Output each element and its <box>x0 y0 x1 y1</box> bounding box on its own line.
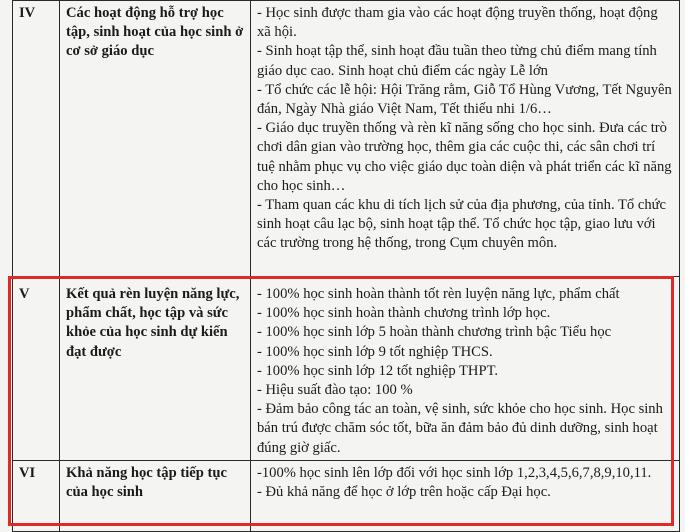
row-number: IV <box>13 1 60 277</box>
content-line: - Đảm bảo công tác an toàn, vệ sinh, sức khỏe cho học sinh. Học sinh bán trú được chăm sóc tốt, bữa ăn đảm bảo đủ dinh dưỡng, sinh hoạt đúng giờ giấc. <box>257 401 663 456</box>
row-content <box>251 277 680 461</box>
row-content <box>251 460 680 531</box>
content-line: - Tổ chức các lễ hội: Hội Trăng rằm, Giỗ Tổ Hùng Vương, Tết Nguyên đán, Ngày Nhà giáo Việt Nam, Tết thiếu nhi 1/6… <box>257 81 672 118</box>
content-line: - 100% học sinh hoàn thành tốt rèn luyện năng lực, phẩm chất <box>257 286 620 302</box>
table-row-v <box>13 277 680 461</box>
content-line: - Tham quan các khu di tích lịch sử của địa phương, của tỉnh. Tổ chức sinh hoạt câu lạc bộ, sinh hoạt tập thể. Tổ chức học tập, giao lưu với các trường trong hệ thống, trong Cụm chuyên môn. <box>257 197 667 252</box>
content-line: - 100% học sinh hoàn thành chương trình lớp học. <box>257 305 551 322</box>
table-row-vi <box>13 460 680 531</box>
table-row-iv <box>13 1 680 277</box>
content-line: - Học sinh được tham gia vào các hoạt động truyền thống, hoạt động xã hội. <box>257 5 658 41</box>
row-number: V <box>13 277 60 461</box>
content-line: -100% học sinh lên lớp đối với học sinh lớp 1,2,3,4,5,6,7,8,9,10,11. <box>257 464 652 481</box>
content-line: - 100% học sinh lớp 9 tốt nghiệp THCS. <box>257 343 493 360</box>
row-number: VI <box>13 460 60 531</box>
row-title: Khả năng học tập tiếp tục của học sinh <box>60 460 251 531</box>
row-content <box>251 1 680 277</box>
row-title: Kết quả rèn luyện năng lực, phẩm chất, học tập và sức khỏe của học sinh dự kiến đạt được <box>60 277 251 461</box>
content-line: - Giáo dục truyền thống và rèn kĩ năng sống cho học sinh. Đưa các trò chơi dân gian vào trường học, thêm gia các cuộc thi, các sân chơi trí tuệ nhằm phục vụ cho việc giáo dục toàn diện và phát triển các kĩ năng cho học sinh… <box>257 120 672 194</box>
content-line: - 100% học sinh lớp 5 hoàn thành chương trình bậc Tiểu học <box>257 324 612 341</box>
row-title: Các hoạt động hỗ trợ học tập, sinh hoạt của học sinh ở cơ sở giáo dục <box>60 1 251 277</box>
content-line: - Sinh hoạt tập thể, sinh hoạt đầu tuần theo từng chủ điểm mang tính giáo dục cao. Sinh hoạt chủ điểm các ngày Lễ lớn <box>257 43 657 79</box>
content-line: - Đủ khả năng để học ở lớp trên hoặc cấp Đại học. <box>257 484 551 501</box>
content-line: - 100% học sinh lớp 12 tốt nghiệp THPT. <box>257 362 499 379</box>
content-line: - Hiệu suất đào tạo: 100 % <box>257 382 413 399</box>
document-table <box>12 0 680 532</box>
